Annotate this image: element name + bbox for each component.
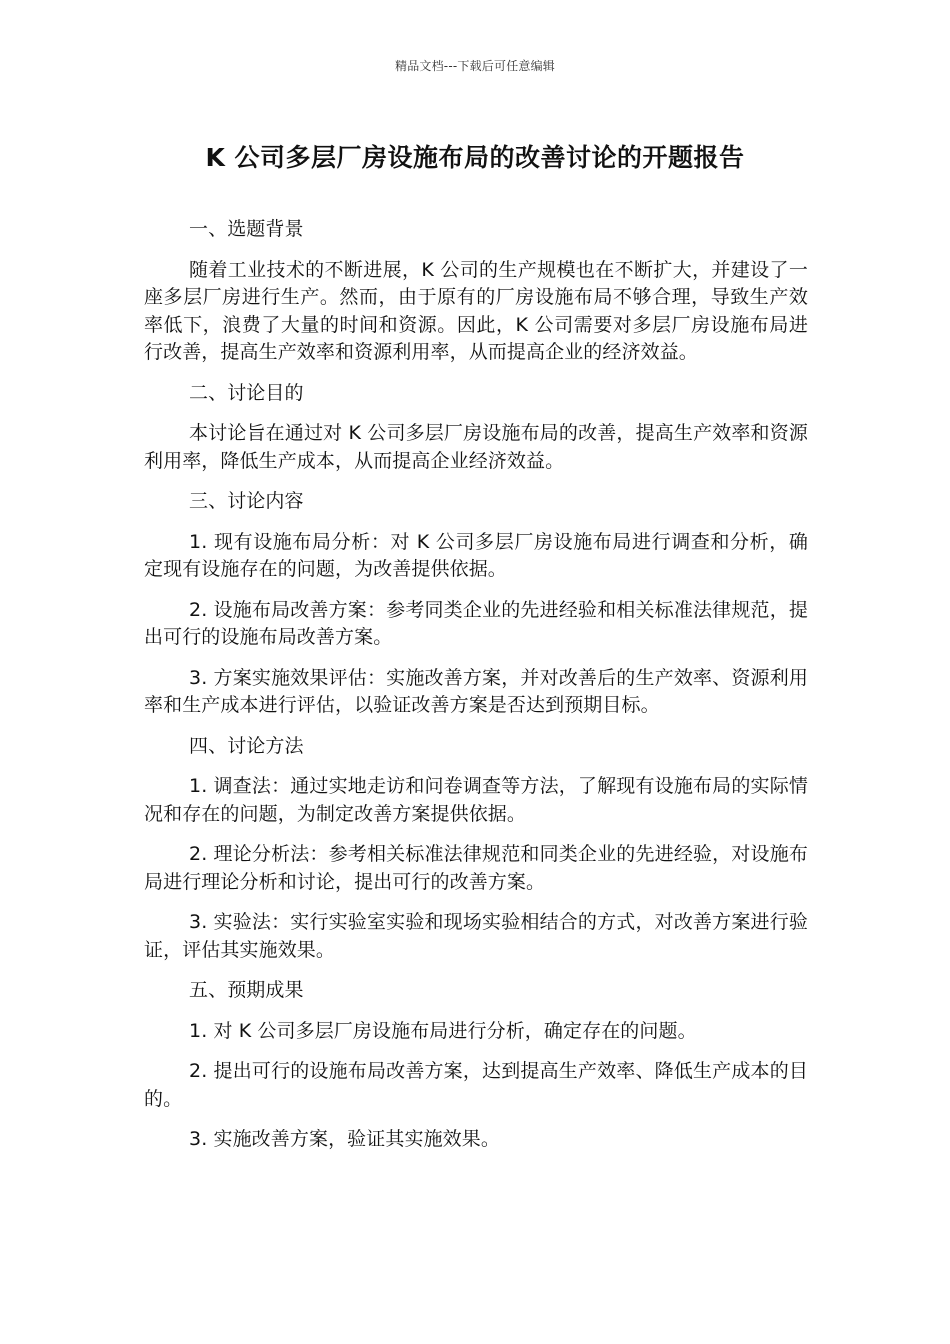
document-body	[144, 216, 808, 1167]
section-heading-methods: 四、讨论方法	[189, 734, 304, 757]
method-item: 2. 理论分析法：参考相关标准法律规范和同类企业的先进经验，对设施布局进行理论分析和讨论，提出可行的改善方案。	[144, 843, 808, 893]
method-item: 3. 实验法：实行实验室实验和现场实验相结合的方式，对改善方案进行验证，评估其实施效果。	[144, 911, 808, 961]
outcome-item: 2. 提出可行的设施布局改善方案，达到提高生产效率、降低生产成本的目的。	[144, 1060, 808, 1110]
document-title: K 公司多层厂房设施布局的改善讨论的开题报告	[205, 143, 745, 172]
section-heading-outcomes: 五、预期成果	[189, 979, 304, 1001]
purpose-paragraph: 本讨论旨在通过对 K 公司多层厂房设施布局的改善，提高生产效率和资源利用率，降低生产成本，从而提高企业经济效益。	[144, 422, 808, 472]
outcome-item: 3. 实施改善方案，验证其实施效果。	[189, 1128, 500, 1150]
content-item: 2. 设施布局改善方案：参考同类企业的先进经验和相关标准法律规范，提出可行的设施布局改善方案。	[144, 598, 808, 648]
content-item: 1. 现有设施布局分析：对 K 公司多层厂房设施布局进行调查和分析，确定现有设施存在的问题，为改善提供依据。	[144, 530, 808, 580]
outcome-item: 1. 对 K 公司多层厂房设施布局进行分析，确定存在的问题。	[189, 1019, 697, 1042]
section-heading-purpose: 二、讨论目的	[189, 381, 304, 404]
section-heading-background: 一、选题背景	[189, 218, 304, 240]
section-heading-content: 三、讨论内容	[189, 490, 304, 512]
content-item: 3. 方案实施效果评估：实施改善方案，并对改善后的生产效率、资源利用率和生产成本进行评估，以验证改善方案是否达到预期目标。	[144, 666, 808, 716]
background-paragraph: 随着工业技术的不断进展，K 公司的生产规模也在不断扩大，并建设了一座多层厂房进行生产。然而，由于原有的厂房设施布局不够合理，导致生产效率低下，浪费了大量的时间和资源。因此，K 公司需要对多层厂房设施布局进行改善，提高生产效率和资源利用率，从而提高企业的经济效益。	[144, 258, 808, 363]
header-note: 精品文档---下载后可任意编辑	[395, 59, 555, 73]
method-item: 1. 调查法：通过实地走访和问卷调查等方法，了解现有设施布局的实际情况和存在的问题，为制定改善方案提供依据。	[144, 775, 808, 825]
